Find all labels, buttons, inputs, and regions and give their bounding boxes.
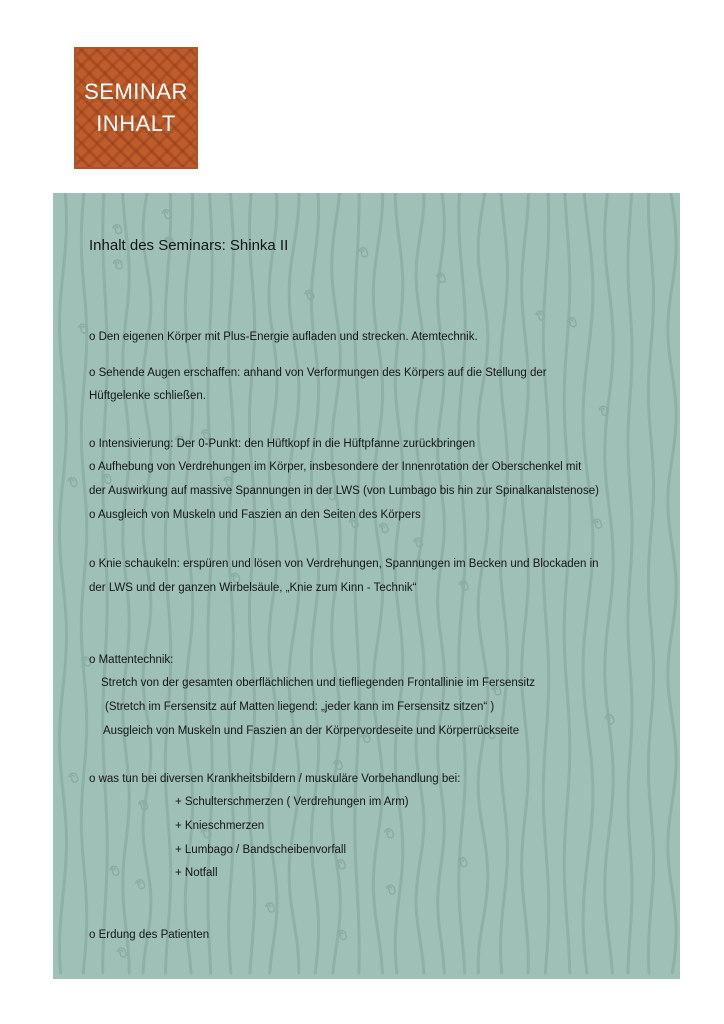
badge-line-1: SEMINAR — [84, 79, 188, 104]
list-item-continuation: der Auswirkung auf massive Spannungen in der LWS (von Lumbago bis hin zur Spinalkanalstenose) — [89, 485, 599, 497]
list-item: o Mattentechnik: — [89, 654, 174, 666]
seminar-inhalt-badge — [74, 47, 198, 169]
content-panel — [53, 193, 680, 979]
condition-item: + Lumbago / Bandscheibenvorfall — [175, 844, 347, 856]
list-item: o Erdung des Patienten — [89, 929, 210, 941]
sub-item: (Stretch im Fersensitz auf Matten liegend: „jeder kann im Fersensitz sitzen“ ) — [105, 701, 495, 713]
list-item: o Sehende Augen erschaffen: anhand von Verformungen des Körpers auf die Stellung der — [89, 367, 547, 379]
badge-line-2: INHALT — [96, 111, 176, 136]
list-item: o Ausgleich von Muskeln und Faszien an den Seiten des Körpers — [89, 509, 421, 521]
list-item: o was tun bei diversen Krankheitsbildern / muskuläre Vorbehandlung bei: — [89, 773, 461, 785]
document-title: Inhalt des Seminars: Shinka II — [89, 237, 289, 254]
list-item-continuation: Hüftgelenke schließen. — [89, 390, 206, 402]
sub-item: Ausgleich von Muskeln und Faszien an der Körpervordeseite und Körperrückseite — [103, 725, 520, 737]
list-item: o Aufhebung von Verdrehungen im Körper, insbesondere der Innenrotation der Oberschenkel mit — [89, 461, 582, 473]
condition-item: + Notfall — [175, 867, 218, 879]
sub-item: Stretch von der gesamten oberflächlichen und tiefliegenden Frontallinie im Fersensitz — [101, 677, 536, 689]
list-item: o Den eigenen Körper mit Plus-Energie aufladen und strecken. Atemtechnik. — [89, 331, 478, 343]
condition-item: + Schulterschmerzen ( Verdrehungen im Arm) — [175, 796, 409, 808]
list-item-continuation: der LWS und der ganzen Wirbelsäule, „Knie zum Kinn - Technik“ — [89, 582, 417, 594]
list-item: o Knie schaukeln: erspüren und lösen von Verdrehungen, Spannungen im Becken und Blockaden in — [89, 558, 599, 570]
list-item: o Intensivierung: Der 0-Punkt: den Hüftkopf in die Hüftpfanne zurückbringen — [89, 438, 476, 450]
condition-item: + Knieschmerzen — [175, 820, 265, 832]
